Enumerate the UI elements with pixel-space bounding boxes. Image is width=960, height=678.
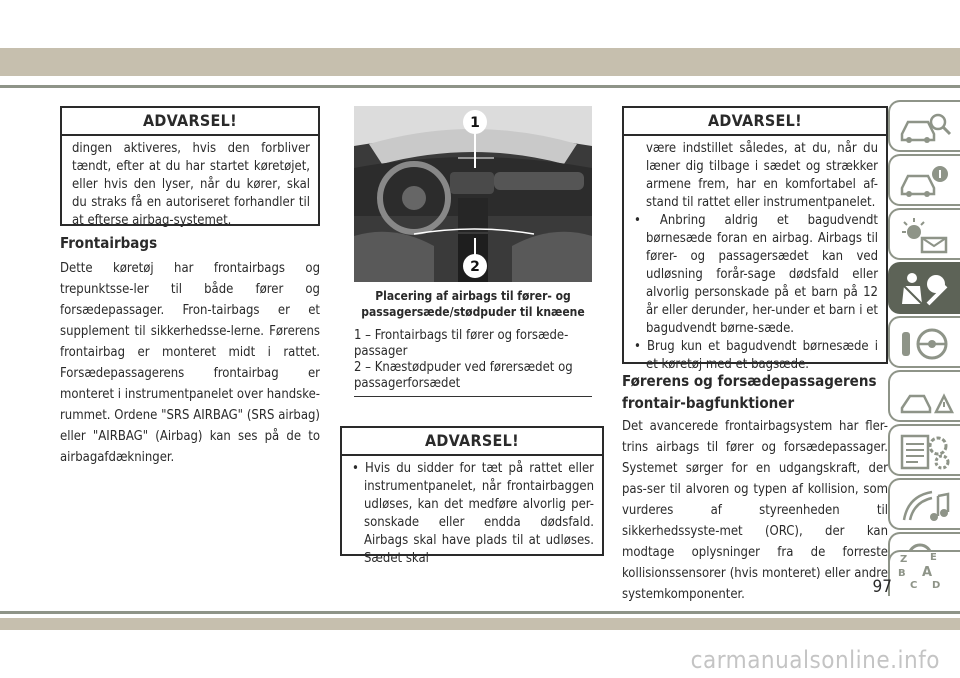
svg-text:Z: Z — [900, 554, 908, 565]
header-rule — [0, 85, 960, 88]
tab-car-search[interactable] — [888, 100, 960, 152]
footer-rule — [0, 611, 960, 614]
warning-box-1 — [60, 106, 320, 226]
section-heading-frontairbags: Frontairbags — [60, 234, 158, 252]
safety-airbag-icon — [898, 270, 954, 310]
tab-steering-wheel[interactable] — [888, 316, 960, 368]
warning-bullet: • Brug kun et bagudvendt børnesæde i et køretøj med et bagsæde. — [634, 339, 878, 372]
warning-bullet: • Hvis du sidder for tæt på rattet eller instrumentpanelet, når frontairbaggen udløses, kan det medføre alvorlig per-sonskade eller endda dødsfald. Airbags skal have plads til at udløses. Sædet skal — [352, 461, 594, 566]
tab-car-info[interactable] — [888, 154, 960, 206]
car-search-icon — [898, 108, 954, 148]
footer-band — [0, 618, 960, 630]
svg-text:D: D — [932, 580, 941, 591]
alphabetical-index-tab[interactable] — [888, 550, 960, 596]
tab-maintenance[interactable] — [888, 424, 960, 476]
legend-item-2: 2 – Knæstødpuder ved førersædet og passagerforsædet — [354, 360, 573, 391]
section-text-frontairbags: Dette køretøj har frontairbags og trepunktsse-ler til både fører og forsædepassager. Fron-tairbags er et supplement til sikkerhedsse-lerne. Førerens frontairbag er monteret midt i rattet. Forsædepassagerens frontairbag er monteret i instrumentpanelet over handske-rummet. Ordene "SRS AIRBAG" (SRS airbag) eller "AIRBAG" (Airbag) kan ses på de to airbagafdækninger. — [60, 261, 320, 465]
warning-title: ADVARSEL! — [62, 108, 318, 136]
warning-title: ADVARSEL! — [342, 428, 602, 456]
svg-text:B: B — [898, 568, 906, 579]
warning-bullet: • Anbring aldrig et bagudvendt børnesæde foran en airbag. Airbags til fører- og passagersædet kan ved udløsning forår-sage dødsfald eller alvorlig personskade på et barn på 12 år eller derunder, her-under et barn i et bagudvendt børne-sæde. — [634, 213, 878, 336]
tab-warning-lights[interactable] — [888, 208, 960, 260]
warning-title: ADVARSEL! — [624, 108, 886, 136]
maintenance-list-icon — [898, 432, 954, 472]
warning-continuation: være indstillet således, at du, når du læner dig tilbage i sædet og strækker armene frem, har en komfortabel af-stand til rattet eller instrumentpanelet. — [646, 141, 878, 210]
section-heading-frontairbag-functions: Førerens og forsædepassagerens frontair-bagfunktioner — [622, 372, 877, 412]
multimedia-icon — [898, 486, 954, 526]
watermark: carmanualsonline.info — [690, 646, 940, 674]
callout-1: 1 — [470, 115, 480, 131]
callout-2: 2 — [470, 259, 480, 275]
figure-caption: Placering af airbags til fører- og passagersæde/stødpuder til knæene — [361, 289, 585, 319]
car-info-icon — [898, 162, 954, 202]
page-number: 97 — [872, 577, 892, 597]
figure-legend — [354, 328, 592, 392]
svg-text:E: E — [930, 552, 937, 563]
warning-text: dingen aktiveres, hvis den forbliver tændt, efter at du har startet køretøjet, eller hvis den lyser, når du kører, skal du straks få en autoriseret forhandler til at efterse airbag-systemet. — [72, 141, 310, 228]
roadside-warning-icon — [898, 378, 954, 418]
legend-rule — [354, 396, 592, 397]
legend-item-1: 1 – Frontairbags til fører og forsæde-passager — [354, 328, 569, 359]
header-band — [0, 48, 960, 76]
warning-box-2 — [340, 426, 604, 566]
section-text-frontairbag-functions: Det avancerede frontairbagsystem har fler-trins airbags til fører og forsædepassager. Systemet sørger for en udgangskraft, der pas-ser til alvoren og typen af kollision, som vurderes af styreenheden til sikkerhedssyste-met (ORC), der kan modtage oplysninger fra de forreste kollisionssensorer (hvis monteret) eller andre systemkomponenter. — [622, 419, 888, 602]
warning-lights-icon — [898, 216, 954, 256]
tab-safety-airbag[interactable] — [888, 262, 960, 314]
svg-text:C: C — [910, 580, 918, 591]
tab-roadside-warning[interactable] — [888, 370, 960, 422]
warning-box-3 — [622, 106, 888, 372]
tab-multimedia[interactable] — [888, 478, 960, 530]
dashboard-airbag-photo — [354, 106, 592, 282]
steering-wheel-icon — [898, 324, 954, 364]
svg-text:A: A — [922, 565, 933, 580]
alphabetical-index-icon — [896, 552, 952, 592]
